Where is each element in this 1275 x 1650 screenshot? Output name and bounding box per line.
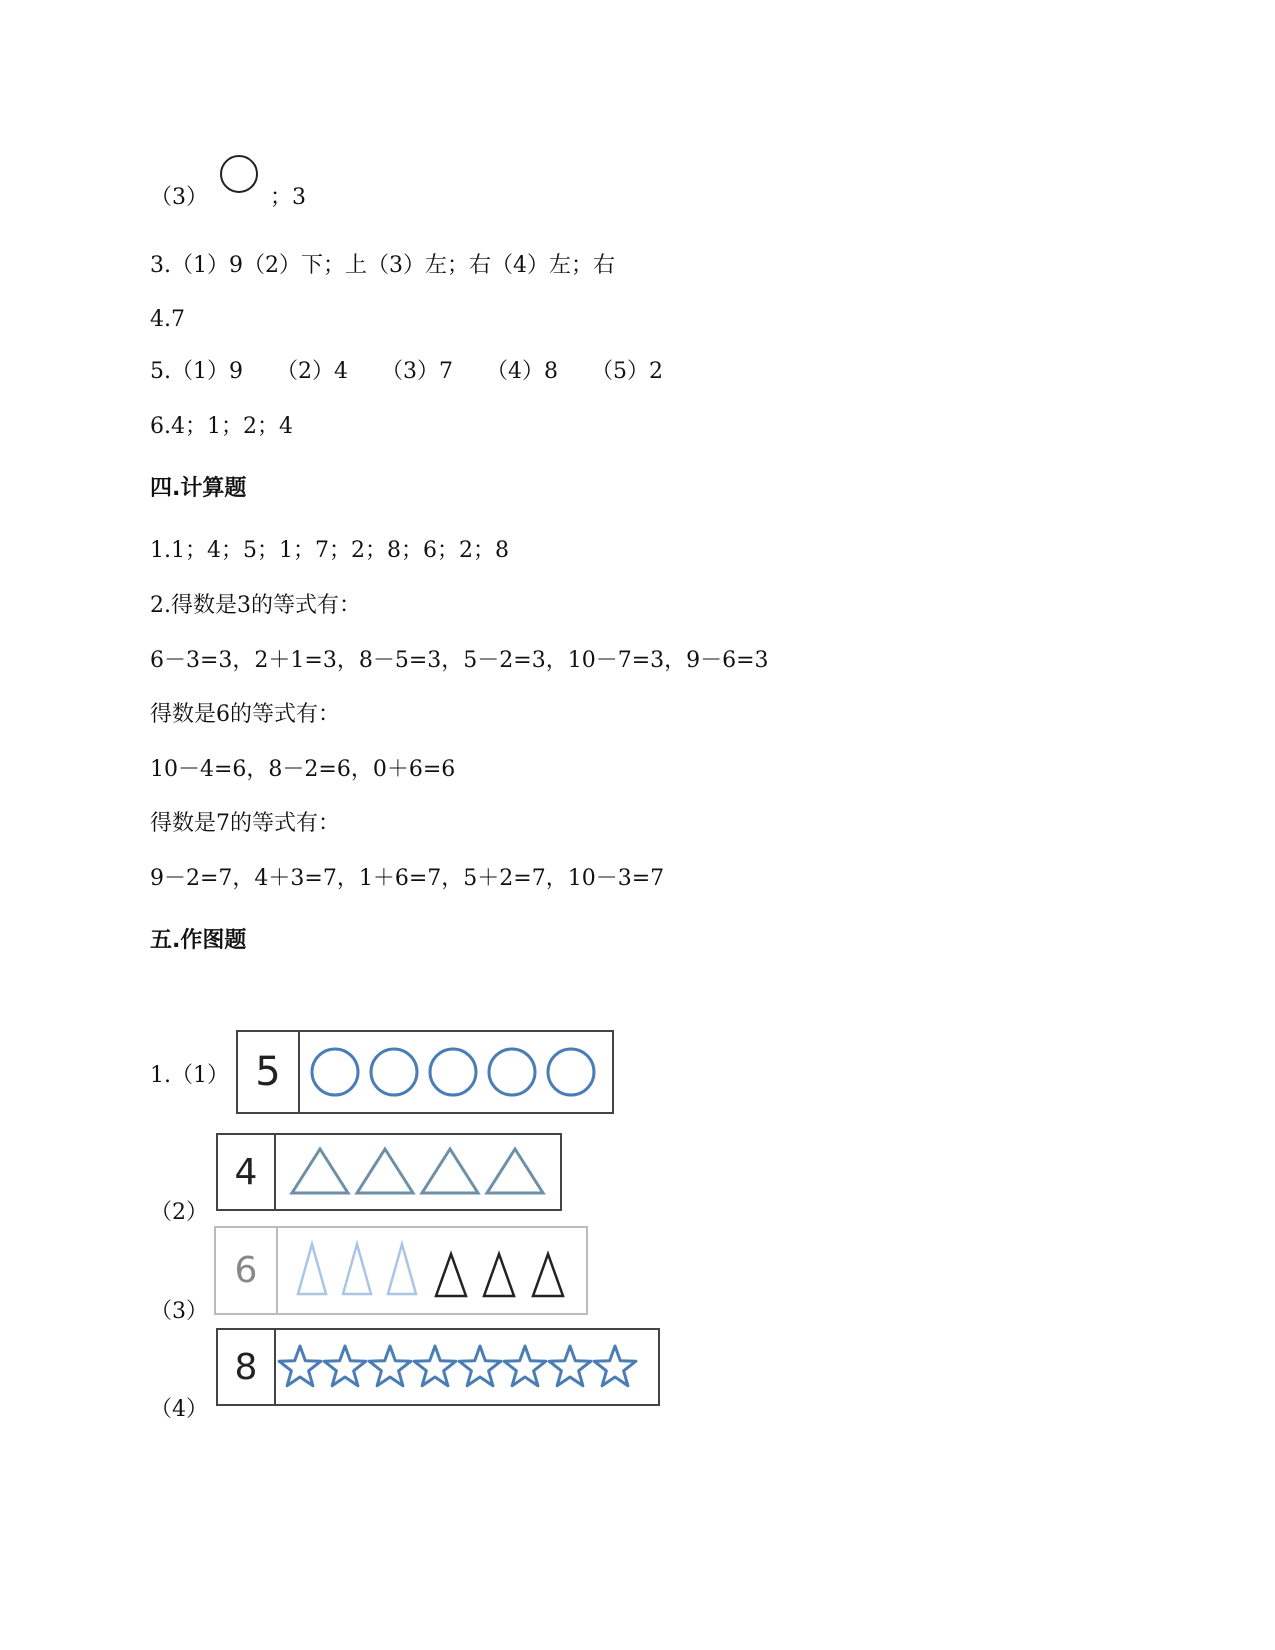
drawing-box-tall-triangles [214, 1226, 588, 1315]
dark-triangle-shape [533, 1254, 563, 1296]
box-number: 6 [216, 1228, 278, 1313]
calc-line-6: 得数是7的等式有： [150, 811, 340, 836]
triangle-shape [422, 1149, 478, 1193]
star-shape [279, 1346, 321, 1386]
triangle-shape [487, 1149, 543, 1193]
answer-line-6: 6.4；1；2；4 [150, 414, 293, 439]
section-heading-calc: 四.计算题 [150, 476, 247, 501]
calc-line-4: 得数是6的等式有： [150, 702, 340, 727]
light-triangle-shape [298, 1244, 326, 1294]
circle-shape [312, 1049, 358, 1095]
calc-line-7: 9－2=7，4＋3=7，1＋6=7，5＋2=7，10－3=7 [150, 866, 665, 891]
star-shape [324, 1346, 366, 1386]
answer-line-5: 5.（1）9 （2）4 （3）7 （4）8 （5）2 [150, 359, 663, 384]
triangle-shape [357, 1149, 413, 1193]
answer-3-3-suffix: ；3 [270, 185, 306, 210]
drawing-label-2: （2） [150, 1200, 208, 1225]
answer-line-4: 4.7 [150, 307, 185, 332]
triangles-row [276, 1135, 560, 1209]
star-shape [594, 1346, 636, 1386]
drawing-box-stars [216, 1328, 660, 1406]
light-triangle-shape [343, 1244, 371, 1294]
star-shape [549, 1346, 591, 1386]
circle-shape [371, 1049, 417, 1095]
tall-triangles-row [278, 1228, 586, 1313]
star-shape [459, 1346, 501, 1386]
star-shape [504, 1346, 546, 1386]
drawing-box-circles [236, 1030, 614, 1114]
box-number: 4 [218, 1135, 276, 1209]
answer-line-3: 3.（1）9（2）下；上（3）左；右（4）左；右 [150, 253, 615, 278]
calc-line-1: 1.1；4；5；1；7；2；8；6；2；8 [150, 538, 509, 563]
calc-line-5: 10－4=6，8－2=6，0＋6=6 [150, 757, 456, 782]
answer-3-3-prefix: （3） [150, 185, 208, 210]
drawing-box-triangles [216, 1133, 562, 1211]
drawing-label-4: （4） [150, 1397, 208, 1422]
circles-row [300, 1032, 600, 1112]
drawing-label-1: 1.（1） [150, 1063, 229, 1088]
box-number: 5 [238, 1032, 300, 1112]
circle-shape [548, 1049, 594, 1095]
circle-shape [489, 1049, 535, 1095]
star-shape [369, 1346, 411, 1386]
stars-row [276, 1330, 658, 1404]
calc-line-3: 6－3=3，2＋1=3，8－5=3，5－2=3，10－7=3，9－6=3 [150, 648, 769, 673]
circle-shape [430, 1049, 476, 1095]
answer-3-3 [150, 166, 306, 212]
calc-line-2: 2.得数是3的等式有： [150, 593, 361, 618]
circle-icon [217, 152, 261, 196]
light-triangle-shape [388, 1244, 416, 1294]
drawing-label-3: （3） [150, 1299, 208, 1324]
dark-triangle-shape [436, 1254, 466, 1296]
box-number: 8 [218, 1330, 276, 1404]
star-shape [414, 1346, 456, 1386]
dark-triangle-shape [484, 1254, 514, 1296]
section-heading-drawing: 五.作图题 [150, 928, 247, 953]
triangle-shape [292, 1149, 348, 1193]
